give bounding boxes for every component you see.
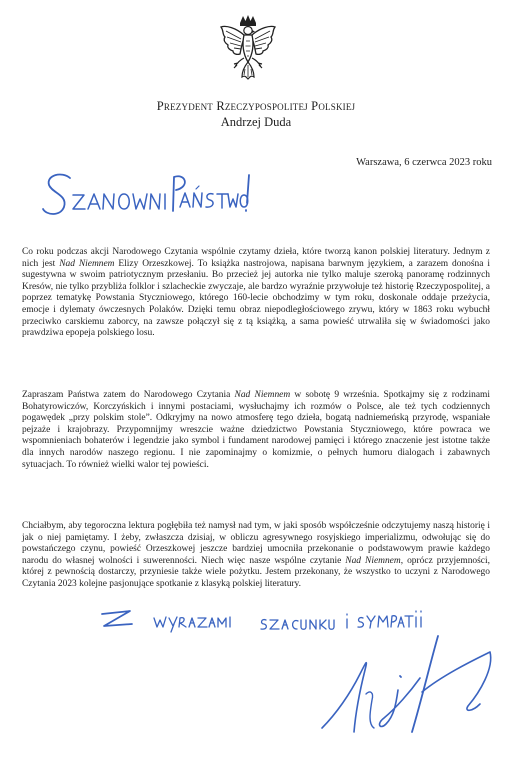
- signature-image: [318, 628, 498, 750]
- paragraph-3-text-a: Chciałbym, aby tegoroczna lektura pogłębiła też namysł nad tym, w jaki sposób współcześnie odczytujemy naszą historię i jak o niej pamiętamy. I żeby, zwłaszcza dzisiaj, w obliczu agresywnego rosyjskiego imperializmu, odwołując się do powstańczego czynu, powieść Orzeszkowej jeszcze bardziej umocniła przekonanie o podstawowym prawie każdego narodu do własnej wolności i suwerenności. Niech więc nasze wspólne czytanie: [22, 521, 490, 566]
- paragraph-1-text-a: Co roku podczas akcji Narodowego Czytania wspólnie czytamy dzieła, które tworzą kanon polskiej literatury. Jednym z nich jest: [22, 247, 490, 269]
- letterhead: [0, 99, 512, 130]
- letterhead-name: Andrzej Duda: [220, 115, 292, 129]
- paragraph-3: [22, 521, 490, 591]
- date-line: Warszawa, 6 czerwca 2023 roku: [356, 157, 492, 168]
- handwritten-salutation: [40, 165, 250, 225]
- white-eagle-emblem-icon: [218, 14, 278, 80]
- paragraph-1: [22, 247, 490, 340]
- letterhead-title: Prezydent Rzeczypospolitej Polskiej: [156, 99, 356, 113]
- paragraph-2: [22, 390, 490, 471]
- paragraph-2-text-a: Zapraszam Państwa zatem do Narodowego Czytania: [22, 390, 235, 400]
- paragraph-1-text-b: Elizy Orzeszkowej. To książka nastrojowa, napisana barwnym językiem, a zarazem donośna i sugestywna w swoim patriotycznym przesłaniu. Bo przecież jej autorka nie tylko maluje szeroką panoramę rodzinnych Kresów, nie tylko przybliża folklor i szlacheckie zwyczaje, ale bardzo wyraźnie przywołuje też historię Rzeczypospolitej, a poprzez tematykę Powstania Styczniowego, którego 160-lecie obchodzimy w tym roku, doskonale oddaje przeżycia, emocje i dylematy ówczesnych Polaków. Dzięki temu obraz niepodległościowego zrywu, który w 1863 roku wybuchł przeciwko carskiemu zaborcy, na zawsze połączył się z tą książką, a sama powieść utrwaliła się w świadomości jako prawdziwa epopeja polskiego losu.: [22, 258, 490, 339]
- book-title: Nad Niemnem: [59, 258, 115, 269]
- paragraph-3-text-b: , oprócz przyjemności, której z pewnością dostarczy, przyniesie także wiele pożytku. Jestem przekonany, że wszystko to uczyni z Narodowego Czytania 2023 kolejne pasjonujące spotkanie z klasyką polskiej literatury.: [22, 555, 490, 589]
- paragraph-2-text-b: w sobotę 9 września. Spotkajmy się z rodzinami Bohatyrowiczów, Korczyńskich i innymi postaciami, wysłuchajmy ich rozmów o Polsce, ale też tych codziennych pogawędek „przy polskim stole”. Odkryjmy na nowo atmosferę tego dzieła, bogatą nadniemeńską przyrodę, wspaniałe pejzaże i krajobrazy. Przypomnijmy wreszcie ważne dziedzictwo Powstania Styczniowego, które powraca we wspomnieniach bohaterów i legendzie jako symbol i fundament narodowej pamięci i którego znaczenie jest istotne także dla innych narodów naszego regionu. I nie zapominajmy o komizmie, o pełnych humoru dialogach i zabawnych sytuacjach. To również wielki walor tej powieści.: [22, 390, 490, 470]
- book-title: Nad Niemnem: [345, 555, 401, 566]
- book-title: Nad Niemnem: [234, 390, 291, 400]
